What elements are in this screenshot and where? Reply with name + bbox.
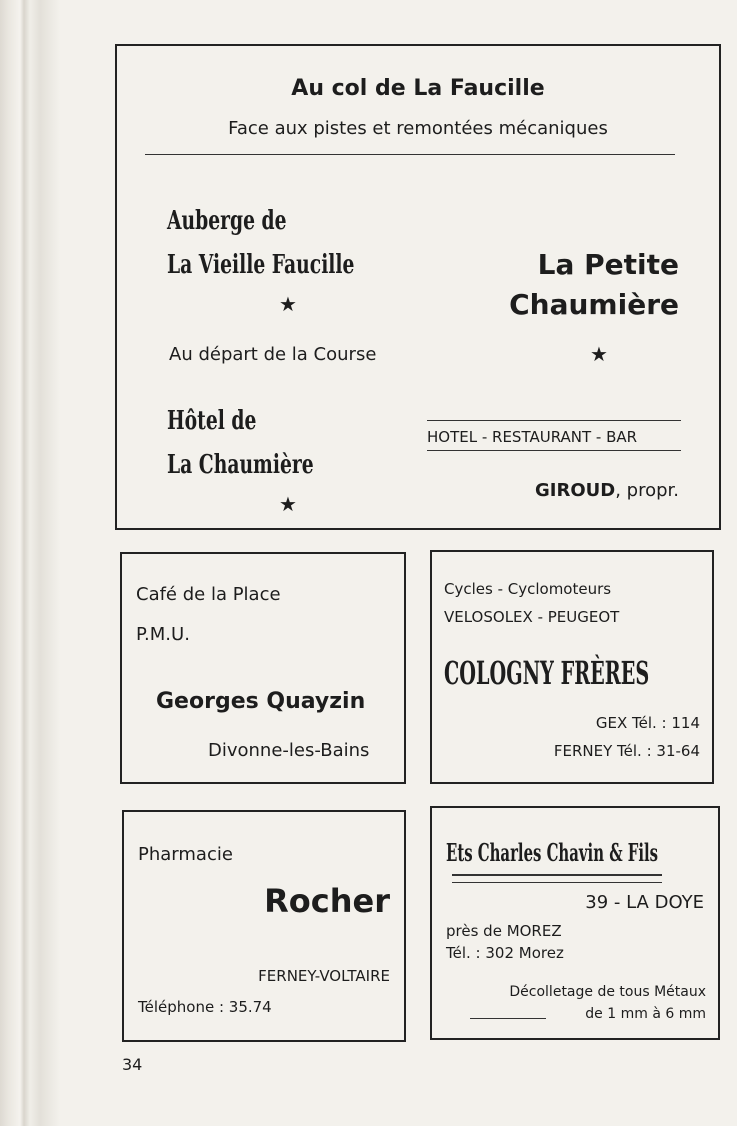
chavin-activity-rule [470,1018,546,1019]
ad-subheader: Face aux pistes et remontées mécaniques [228,118,608,139]
ad-header: Au col de La Faucille [291,76,545,101]
ad-cafe-de-la-place [120,552,406,784]
services-text: HOTEL - RESTAURANT - BAR [427,428,638,446]
pharmacy-phone: Téléphone : 35.74 [138,998,272,1016]
star-icon: ★ [279,492,297,516]
petite-chaumiere-line2: Chaumière [509,288,679,321]
chavin-address: 39 - LA DOYE [585,892,704,913]
hotel-name-line2: La Chaumière [167,450,314,480]
ad-cologny-freres [430,550,714,784]
cafe-owner: Georges Quayzin [156,689,366,714]
owner-name: GIROUD [535,480,616,501]
owner-line [535,480,679,501]
cycles-line1: Cycles - Cyclomoteurs [444,580,612,598]
cycles-line2: VELOSOLEX - PEUGEOT [444,608,620,626]
auberge-name-line2: La Vieille Faucille [167,250,355,280]
cycles-phone-gex: GEX Tél. : 114 [595,714,700,732]
ad-charles-chavin [430,806,720,1040]
page-binding-edge [0,0,60,1126]
chavin-name: Ets Charles Chavin & Fils [446,838,659,867]
auberge-name-line1: Auberge de [167,206,287,236]
services-rule-bottom [427,450,681,451]
pharmacy-name: Rocher [264,882,390,920]
owner-suffix: , propr. [615,480,679,501]
star-icon: ★ [590,342,608,366]
hotel-name-line1: Hôtel de [167,406,257,436]
chavin-phone: Tél. : 302 Morez [446,944,564,962]
cycles-phone-ferney: FERNEY Tél. : 31-64 [553,742,700,760]
page-number: 34 [122,1055,143,1074]
star-icon: ★ [279,292,297,316]
header-divider [145,154,675,155]
services-rule-top [427,420,681,421]
ad-la-faucille [115,44,721,530]
pharmacy-label: Pharmacie [138,844,233,865]
cycles-name: COLOGNY FRÈRES [444,654,650,692]
chavin-underline [452,874,662,883]
cafe-line2: P.M.U. [136,624,190,645]
chavin-near: près de MOREZ [446,922,562,940]
chavin-activity-line1: Décolletage de tous Métaux [509,984,706,1000]
cafe-line1: Café de la Place [136,584,281,605]
departure-text: Au départ de la Course [169,344,377,365]
ad-pharmacie-rocher [122,810,406,1042]
cafe-town: Divonne-les-Bains [208,740,370,761]
petite-chaumiere-line1: La Petite [537,248,679,281]
chavin-activity-line2: de 1 mm à 6 mm [585,1006,706,1022]
pharmacy-town: FERNEY-VOLTAIRE [258,967,390,985]
